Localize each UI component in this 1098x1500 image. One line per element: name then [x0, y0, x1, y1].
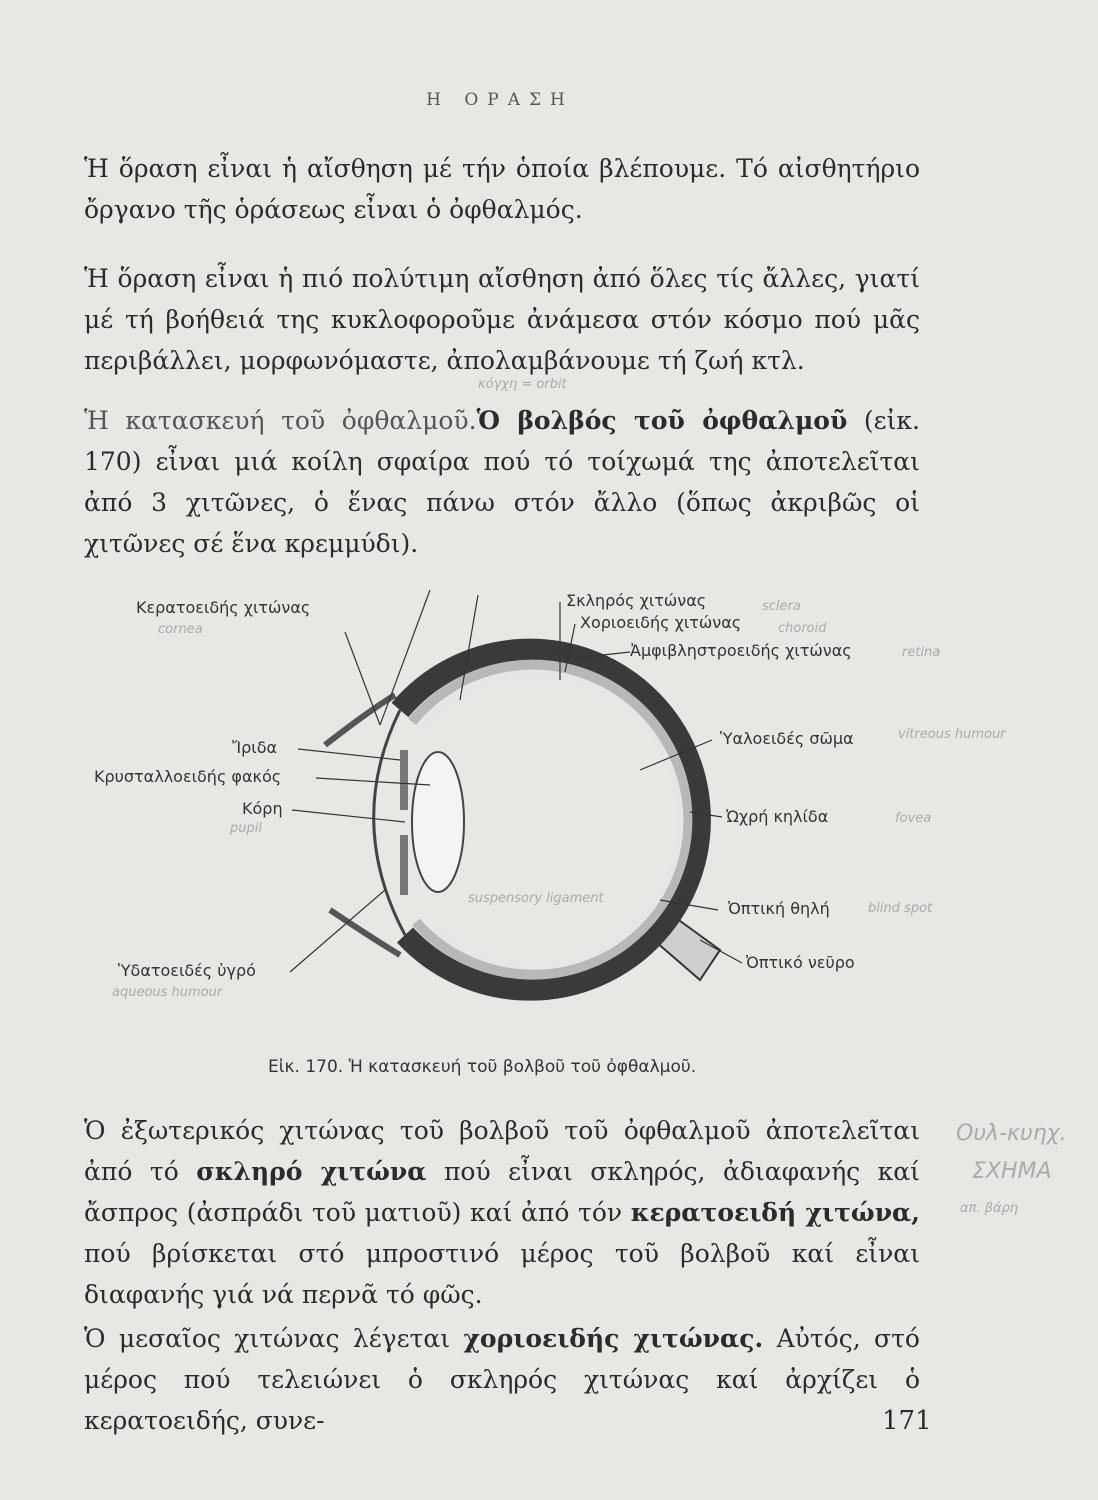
paragraph-3-text: (εἰκ. 170) εἶναι μιά κοίλη σφαίρα πού τό τοίχωμά της ἀποτελεῖται ἀπό 3 χιτῶνες, ὁ ἕνας πάνω στόν ἄλλο (ὅπως ἀκριβῶς οἱ χιτῶνες σέ ἕνα κρεμμύδι).: [84, 406, 920, 558]
bold-term-choroid: χοριοειδής χιτώνας.: [463, 1324, 764, 1353]
label-cornea: Κερατοειδής χιτώνας: [136, 598, 311, 617]
eye-diagram: [0, 560, 1098, 1100]
margin-note-1: Ουλ-κυηχ.: [956, 1121, 1067, 1146]
label-choroid: Χοριοειδής χιτώνας: [580, 613, 742, 632]
chapter-header: Η ΟΡΑΣΗ: [426, 90, 574, 110]
paragraph-2: Ἡ ὅραση εἶναι ἡ πιό πολύτιμη αἴσθηση ἀπό ὅλες τίς ἄλλες, γιατί μέ τή βοήθειά της κυκλοφοροῦμε ἀνάμεσα στόν κόσμο πού μᾶς περιβάλλει, μορφωνόμαστε, ἀπολαμβάνουμε τή ζωή κτλ.: [84, 264, 920, 375]
paragraph-5-text-c: Αὐτός, στό μέρος πού τελειώνει ὁ σκληρός χιτώνας καί ἀρχίζει ὁ κερατοειδής, συνε-: [84, 1324, 920, 1435]
lens-shape: [412, 752, 464, 892]
annotation-aqueous: aqueous humour: [112, 985, 223, 1000]
paragraph-1: Ἡ ὅραση εἶναι ἡ αἴσθηση μέ τήν ὁποία βλέπουμε. Τό αἰσθητήριο ὄργανο τῆς ὁράσεως εἶναι ὁ ὀφθαλμός.: [84, 154, 920, 224]
label-optic-disc: Ὀπτική θηλή: [728, 899, 830, 918]
paragraph-5-text-a: Ὁ μεσαῖος χιτώνας λέγεται: [84, 1324, 464, 1353]
paragraph-4: [84, 1110, 920, 1315]
label-retina: Ἀμφιβληστροειδής χιτώνας: [630, 641, 852, 660]
upper-eyelid: [325, 695, 395, 745]
annotation-suspensory: suspensory ligament: [468, 891, 604, 906]
annotation-fovea: fovea: [895, 811, 932, 826]
paragraph-4-text-b: πού εἶναι σκληρός, ἀδιαφανής καί ἄσπρος (ἀσπράδι τοῦ ματιοῦ) καί ἀπό τόν: [84, 1157, 920, 1227]
annotation-pupil: pupil: [230, 821, 262, 836]
paragraph-4-text-a: Ὁ ἐξωτερικός χιτώνας τοῦ βολβοῦ τοῦ ὀφθαλμοῦ ἀποτελεῖται ἀπό τό: [84, 1116, 920, 1186]
paragraph-5: [84, 1318, 920, 1441]
iris-upper-shape: [400, 750, 408, 810]
bold-term-sclera: σκληρό χιτώνα: [196, 1157, 427, 1186]
paragraph-3: [84, 400, 920, 564]
iris-lower-shape: [400, 835, 408, 895]
label-vitreous: Ὑαλοειδές σῶμα: [720, 729, 854, 748]
label-aqueous: Ὑδατοειδές ὑγρό: [118, 961, 256, 980]
margin-note-3: απ. βάρη: [960, 1201, 1019, 1216]
label-pupil: Κόρη: [242, 799, 283, 818]
page-number: 171: [882, 1406, 932, 1436]
label-iris: Ἴριδα: [232, 738, 278, 757]
label-sclera: Σκληρός χιτώνας: [566, 591, 707, 610]
label-optic-nerve: Ὀπτικό νεῦρο: [746, 953, 855, 972]
section-heading: Ἡ κατασκευή τοῦ ὀφθαλμοῦ.: [84, 406, 477, 435]
bold-term-eyeball: Ὁ βολβός τοῦ ὀφθαλμοῦ: [476, 406, 848, 435]
label-fovea: Ὠχρή κηλίδα: [726, 807, 829, 826]
annotation-orbit: κόγχη = orbit: [478, 377, 567, 392]
annotation-retina: retina: [902, 645, 941, 660]
annotation-choroid: choroid: [778, 621, 827, 636]
paragraph-4-text-c: πού βρίσκεται στό μπροστινό μέρος τοῦ βολβοῦ καί εἶναι διαφανής γιά νά περνᾶ τό φῶς.: [84, 1239, 920, 1309]
annotation-vitreous: vitreous humour: [898, 727, 1006, 742]
label-lens: Κρυσταλλοειδής φακός: [94, 767, 282, 786]
margin-note-2: ΣΧΗΜΑ: [972, 1159, 1052, 1184]
bold-term-cornea: κερατοειδή χιτώνα,: [630, 1198, 921, 1227]
annotation-cornea: cornea: [158, 622, 203, 637]
figure-caption: Εἰκ. 170. Ἡ κατασκευή τοῦ βολβοῦ τοῦ ὀφθαλμοῦ.: [268, 1057, 697, 1077]
annotation-sclera: sclera: [762, 599, 801, 614]
annotation-blind-spot: blind spot: [868, 901, 933, 916]
cornea-shape: [374, 710, 405, 935]
lower-eyelid: [330, 910, 400, 955]
